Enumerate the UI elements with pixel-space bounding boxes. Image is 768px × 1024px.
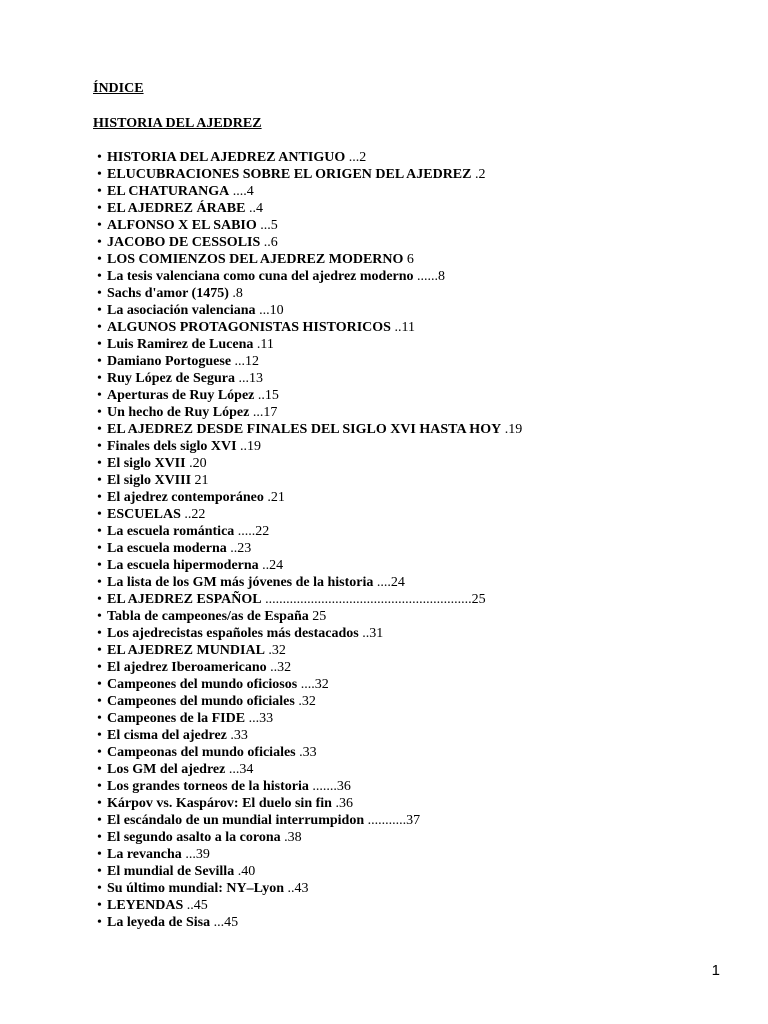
toc-entry-title: El siglo XVII: [107, 456, 186, 471]
toc-entry-page: ....4: [232, 184, 254, 199]
page-number: 1: [711, 962, 720, 979]
toc-entry-page: .38: [284, 830, 302, 845]
toc-entry-page: .20: [189, 456, 207, 471]
toc-entry-title: El mundial de Sevilla: [107, 864, 235, 879]
bullet-icon: •: [97, 320, 102, 335]
bullet-icon: •: [97, 439, 102, 454]
toc-entry-page: .40: [237, 864, 256, 879]
toc-entry-title: ESCUELAS: [107, 507, 181, 522]
section-heading: HISTORIA DEL AJEDREZ: [93, 116, 262, 131]
bullet-icon: •: [97, 864, 102, 879]
toc-entry[interactable]: [97, 914, 522, 931]
bullet-icon: •: [97, 830, 102, 845]
bullet-icon: •: [97, 269, 102, 284]
toc-entry-page: 21: [194, 473, 209, 488]
toc-entry-page: ..45: [186, 898, 208, 913]
toc-entry[interactable]: [97, 234, 522, 251]
toc-entry[interactable]: [97, 472, 522, 489]
toc-entry-page: .21: [267, 490, 285, 505]
toc-entry[interactable]: [97, 591, 522, 608]
toc-entry-title: EL CHATURANGA: [107, 184, 230, 199]
toc-entry-page: .11: [256, 337, 274, 352]
toc-entry-page: ......8: [417, 269, 446, 284]
toc-entry-title: La lista de los GM más jóvenes de la historia: [107, 575, 374, 590]
toc-entry-title: Kárpov vs. Kaspárov: El duelo sin fin: [107, 796, 332, 811]
bullet-icon: •: [97, 456, 102, 471]
toc-entry-page: ..23: [230, 541, 252, 556]
toc-entry[interactable]: [97, 251, 522, 268]
toc-entry-page: .....22: [237, 524, 270, 539]
toc-entry-title: Luis Ramirez de Lucena: [107, 337, 254, 352]
bullet-icon: •: [97, 507, 102, 522]
toc-entry-title: La asociación valenciana: [107, 303, 256, 318]
toc-entry[interactable]: [97, 659, 522, 676]
toc-entry-title: El ajedrez contemporáneo: [107, 490, 264, 505]
toc-entry[interactable]: [97, 404, 522, 421]
toc-entry-title: EL AJEDREZ MUNDIAL: [107, 643, 265, 658]
toc-entry[interactable]: [97, 217, 522, 234]
toc-entry[interactable]: [97, 795, 522, 812]
toc-entry[interactable]: [97, 302, 522, 319]
toc-entry[interactable]: [97, 897, 522, 914]
bullet-icon: •: [97, 592, 102, 607]
bullet-icon: •: [97, 847, 102, 862]
toc-entry[interactable]: [97, 387, 522, 404]
toc-entry-title: JACOBO DE CESSOLIS: [107, 235, 261, 250]
toc-entry[interactable]: [97, 557, 522, 574]
toc-entry-title: Los grandes torneos de la historia: [107, 779, 309, 794]
bullet-icon: •: [97, 388, 102, 403]
bullet-icon: •: [97, 354, 102, 369]
toc-entry-page: .19: [504, 422, 523, 437]
toc-entry[interactable]: [97, 710, 522, 727]
toc-entry-page: ...17: [252, 405, 278, 420]
toc-entry[interactable]: [97, 829, 522, 846]
toc-entry[interactable]: [97, 438, 522, 455]
bullet-icon: •: [97, 813, 102, 828]
toc-entry-page: ...........................................................25: [265, 592, 486, 607]
toc-entry[interactable]: [97, 523, 522, 540]
bullet-icon: •: [97, 694, 102, 709]
bullet-icon: •: [97, 558, 102, 573]
toc-entry-page: ...5: [260, 218, 278, 233]
toc-entry[interactable]: [97, 676, 522, 693]
bullet-icon: •: [97, 915, 102, 930]
bullet-icon: •: [97, 337, 102, 352]
toc-entry-title: Campeones del mundo oficiales: [107, 694, 295, 709]
toc-entry-title: Un hecho de Ruy López: [107, 405, 250, 420]
toc-entry-title: LEYENDAS: [107, 898, 184, 913]
bullet-icon: •: [97, 235, 102, 250]
toc-entry-page: ..6: [263, 235, 278, 250]
bullet-icon: •: [97, 524, 102, 539]
toc-entry[interactable]: [97, 778, 522, 795]
toc-entry[interactable]: [97, 574, 522, 591]
bullet-icon: •: [97, 167, 102, 182]
toc-entry-page: ..19: [240, 439, 262, 454]
bullet-icon: •: [97, 881, 102, 896]
toc-entry-title: El cisma del ajedrez: [107, 728, 227, 743]
toc-entry[interactable]: [97, 744, 522, 761]
toc-entry[interactable]: [97, 183, 522, 200]
toc-entry-title: Campeones del mundo oficiosos: [107, 677, 298, 692]
toc-entry-title: La escuela romántica: [107, 524, 235, 539]
toc-entry[interactable]: [97, 319, 522, 336]
bullet-icon: •: [97, 490, 102, 505]
index-heading: ÍNDICE: [93, 81, 144, 96]
toc-entry[interactable]: [97, 166, 522, 183]
toc-entry-title: EL AJEDREZ DESDE FINALES DEL SIGLO XVI HASTA HOY: [107, 422, 502, 437]
bullet-icon: •: [97, 422, 102, 437]
toc-entry-page: .33: [299, 745, 317, 760]
toc-entry-title: Damiano Portoguese: [107, 354, 232, 369]
toc-entry[interactable]: [97, 506, 522, 523]
bullet-icon: •: [97, 660, 102, 675]
toc-entry-page: ..15: [257, 388, 279, 403]
toc-entry-page: ..32: [270, 660, 292, 675]
toc-entry-title: EL AJEDREZ ESPAÑOL: [107, 592, 262, 607]
toc-entry-page: ...10: [259, 303, 284, 318]
bullet-icon: •: [97, 286, 102, 301]
bullet-icon: •: [97, 405, 102, 420]
toc-entry-page: .32: [298, 694, 316, 709]
toc-entry-page: ..31: [362, 626, 384, 641]
toc-entry-title: El segundo asalto a la corona: [107, 830, 281, 845]
toc-entry-page: ..4: [248, 201, 263, 216]
toc-entry-title: Los ajedrecistas españoles más destacados: [107, 626, 359, 641]
toc-entry[interactable]: [97, 285, 522, 302]
toc-entry-title: Sachs d'amor (1475): [107, 286, 229, 301]
toc-entry[interactable]: [97, 642, 522, 659]
toc-entry-page: ..43: [287, 881, 309, 896]
toc-entry[interactable]: [97, 421, 522, 438]
toc-entry[interactable]: [97, 200, 522, 217]
toc-entry-page: ..11: [394, 320, 415, 335]
bullet-icon: •: [97, 184, 102, 199]
toc-entry-title: Ruy López de Segura: [107, 371, 235, 386]
toc-entry-page: ...........37: [367, 813, 421, 828]
toc-entry[interactable]: [97, 336, 522, 353]
bullet-icon: •: [97, 252, 102, 267]
toc-entry-page: ...2: [348, 150, 367, 165]
toc-entry-page: .33: [230, 728, 248, 743]
toc-entry-page: ...45: [213, 915, 239, 930]
toc-entry-title: El siglo XVIII: [107, 473, 192, 488]
toc-entry-title: Su último mundial: NY–Lyon: [107, 881, 284, 896]
toc-entry-title: Aperturas de Ruy López: [107, 388, 255, 403]
table-of-contents: [97, 149, 522, 931]
bullet-icon: •: [97, 762, 102, 777]
toc-entry-page: .8: [232, 286, 243, 301]
toc-entry-page: ..24: [262, 558, 284, 573]
bullet-icon: •: [97, 575, 102, 590]
bullet-icon: •: [97, 626, 102, 641]
toc-entry-title: ELUCUBRACIONES SOBRE EL ORIGEN DEL AJEDREZ: [107, 167, 472, 182]
bullet-icon: •: [97, 541, 102, 556]
bullet-icon: •: [97, 728, 102, 743]
toc-entry[interactable]: [97, 625, 522, 642]
toc-entry-title: HISTORIA DEL AJEDREZ ANTIGUO: [107, 150, 346, 165]
toc-entry-page: ...39: [185, 847, 210, 862]
toc-entry-page: ....24: [376, 575, 405, 590]
toc-entry[interactable]: [97, 812, 522, 829]
toc-entry[interactable]: [97, 880, 522, 897]
toc-entry-page: ....32: [300, 677, 329, 692]
bullet-icon: •: [97, 609, 102, 624]
bullet-icon: •: [97, 796, 102, 811]
toc-entry-page: .2: [475, 167, 486, 182]
toc-entry[interactable]: [97, 540, 522, 557]
bullet-icon: •: [97, 303, 102, 318]
toc-entry[interactable]: [97, 863, 522, 880]
toc-entry-title: Tabla de campeones/as de España: [107, 609, 309, 624]
toc-entry[interactable]: [97, 489, 522, 506]
toc-entry[interactable]: [97, 693, 522, 710]
toc-entry-title: Campeonas del mundo oficiales: [107, 745, 296, 760]
toc-entry-title: La revancha: [107, 847, 182, 862]
toc-entry-title: El escándalo de un mundial interrumpidon: [107, 813, 365, 828]
toc-entry[interactable]: [97, 149, 522, 166]
bullet-icon: •: [97, 711, 102, 726]
toc-entry-title: La tesis valenciana como cuna del ajedrez moderno: [107, 269, 414, 284]
toc-entry-page: ..22: [184, 507, 206, 522]
bullet-icon: •: [97, 898, 102, 913]
toc-entry-page: 6: [406, 252, 414, 267]
bullet-icon: •: [97, 150, 102, 165]
toc-entry-page: .......36: [312, 779, 351, 794]
bullet-icon: •: [97, 643, 102, 658]
toc-entry-title: ALGUNOS PROTAGONISTAS HISTORICOS: [107, 320, 391, 335]
toc-entry-title: La leyeda de Sisa: [107, 915, 211, 930]
toc-entry-page: ...13: [238, 371, 263, 386]
toc-entry-page: ...34: [228, 762, 254, 777]
toc-entry[interactable]: [97, 608, 522, 625]
toc-entry-page: .36: [335, 796, 353, 811]
toc-entry-title: La escuela moderna: [107, 541, 227, 556]
toc-entry[interactable]: [97, 727, 522, 744]
toc-entry-title: Los GM del ajedrez: [107, 762, 226, 777]
toc-entry[interactable]: [97, 370, 522, 387]
toc-entry-title: LOS COMIENZOS DEL AJEDREZ MODERNO: [107, 252, 404, 267]
toc-entry[interactable]: [97, 455, 522, 472]
toc-entry-title: ALFONSO X EL SABIO: [107, 218, 257, 233]
toc-entry-title: La escuela hipermoderna: [107, 558, 259, 573]
bullet-icon: •: [97, 218, 102, 233]
toc-entry-title: Campeones de la FIDE: [107, 711, 246, 726]
toc-entry-page: ...12: [234, 354, 260, 369]
toc-entry-page: ...33: [248, 711, 274, 726]
bullet-icon: •: [97, 201, 102, 216]
toc-entry-title: Finales dels siglo XVI: [107, 439, 237, 454]
bullet-icon: •: [97, 677, 102, 692]
toc-entry-page: .32: [268, 643, 286, 658]
toc-entry-page: 25: [312, 609, 327, 624]
bullet-icon: •: [97, 779, 102, 794]
bullet-icon: •: [97, 371, 102, 386]
toc-entry[interactable]: [97, 268, 522, 285]
toc-entry-title: EL AJEDREZ ÁRABE: [107, 201, 246, 216]
toc-entry[interactable]: [97, 846, 522, 863]
toc-entry[interactable]: [97, 761, 522, 778]
toc-entry-title: El ajedrez Iberoamericano: [107, 660, 267, 675]
bullet-icon: •: [97, 473, 102, 488]
toc-entry[interactable]: [97, 353, 522, 370]
bullet-icon: •: [97, 745, 102, 760]
